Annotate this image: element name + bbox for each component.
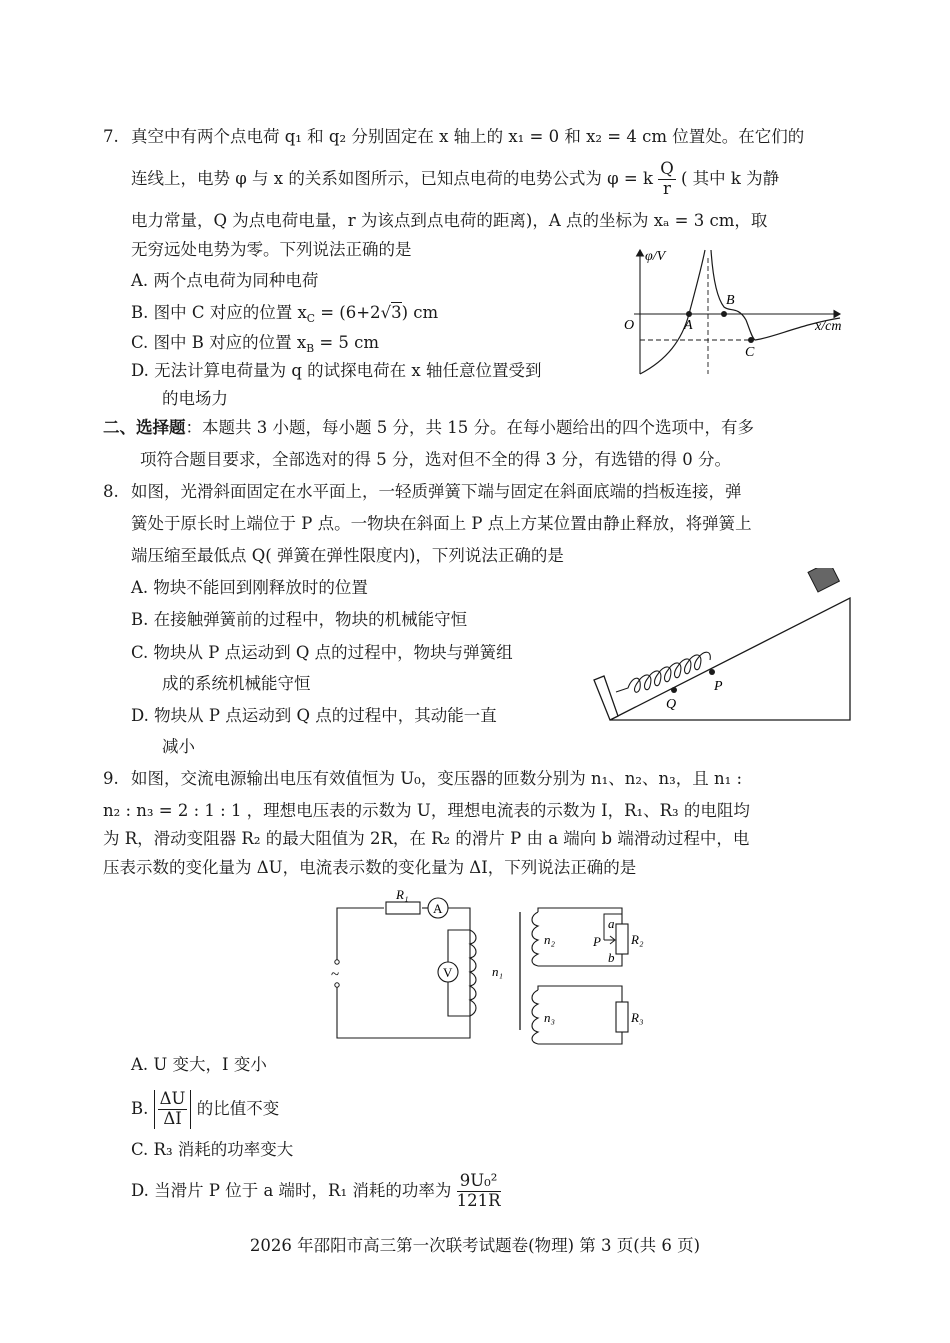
potential-formula-denominator: r — [663, 178, 671, 198]
ammeter-label: A — [433, 901, 443, 916]
delta-u: ΔU — [159, 1089, 186, 1108]
delta-i: ΔI — [163, 1108, 182, 1128]
ac-source-symbol: ~ — [331, 967, 340, 983]
q8-option-d-line1: D. 物块从 P 点运动到 Q 点的过程中，其动能一直 — [131, 706, 497, 725]
q7-option-c — [131, 333, 379, 354]
n2-label: n₂ — [544, 932, 556, 947]
point-q-dot — [671, 687, 677, 693]
abs-value-fraction — [154, 1090, 192, 1129]
q9-line1: 如图，交流电源输出电压有效值恒为 U₀，变压器的匝数分别为 n₁、n₂、n₃，且 n₁ : — [131, 769, 743, 788]
source-terminal-top — [335, 960, 339, 964]
q9-line3: 为 R，滑动变阻器 R₂ 的最大阻值为 2R，在 R₂ 的滑片 P 由 a 端向 b 端滑动过程中，电 — [103, 829, 750, 848]
q8-line1: 如图，光滑斜面固定在水平面上，一轻质弹簧下端与固定在斜面底端的挡板连接，弹 — [131, 482, 742, 501]
q8-line3: 端压缩至最低点 Q( 弹簧在弹性限度内)，下列说法正确的是 — [131, 546, 564, 565]
stop-plate — [594, 676, 618, 720]
primary-coil — [470, 930, 476, 1016]
potential-curve-left — [640, 250, 705, 374]
incline-wedge — [610, 598, 850, 720]
section2-intro: ：本题共 3 小题，每小题 5 分，共 15 分。在每小题给出的四个选项中，有多 — [185, 418, 754, 437]
r2-rheostat — [616, 924, 628, 954]
q7-option-b-b: = (6+2 — [314, 303, 381, 322]
q7-option-d-line1: D. 无法计算电荷量为 q 的试探电荷在 x 轴任意位置受到 — [131, 361, 542, 380]
q7-line2-b: ( 其中 k 为静 — [680, 168, 780, 188]
q7-option-b-c: ) cm — [401, 303, 439, 322]
q7-line2-a: 连线上，电势 φ 与 x 的关系如图所示，已知点电荷的电势公式为 φ = k — [131, 168, 653, 188]
potential-graph — [612, 240, 862, 380]
r3-label: R₃ — [631, 1010, 644, 1025]
q9-line4: 压表示数的变化量为 ΔU，电流表示数的变化量为 ΔI，下列说法正确的是 — [103, 858, 637, 877]
point-a-label: A — [684, 318, 693, 333]
slider-p-label: P — [593, 934, 601, 949]
r1-resistor — [386, 902, 420, 914]
page-footer: 2026 年邵阳市高三第一次联考试题卷(物理) 第 3 页(共 6 页) — [249, 1236, 701, 1255]
point-p-label: P — [714, 679, 723, 694]
r2-label: R₂ — [631, 932, 644, 947]
section2-title: 二、选择题 — [103, 418, 186, 437]
q9-line2: n₂ : n₃ = 2 : 1 : 1 ，理想电压表的示数为 U，理想电流表的示数为 I，R₁、R₃ 的电阻均 — [103, 801, 750, 820]
q7-option-a: A. 两个点电荷为同种电荷 — [131, 271, 319, 290]
point-b-dot — [721, 311, 727, 317]
q8-number: 8. — [103, 482, 119, 501]
secondary-coil-n2 — [532, 912, 538, 966]
q9-option-a: A. U 变大，I 变小 — [131, 1055, 267, 1074]
q9-option-b-label: B. — [131, 1098, 149, 1118]
secondary-coil-n3 — [532, 990, 538, 1044]
transformer-circuit — [320, 890, 660, 1050]
section2-line1 — [103, 418, 754, 439]
q8-option-c-line2: 成的系统机械能守恒 — [162, 674, 311, 693]
r1-label: R₁ — [396, 890, 409, 902]
origin-label: O — [624, 318, 635, 333]
y-axis-label: φ/V — [645, 249, 666, 264]
q8-option-c-line1: C. 物块从 P 点运动到 Q 点的过程中，物块与弹簧组 — [131, 643, 513, 662]
point-q-label: Q — [666, 697, 677, 712]
block — [808, 568, 839, 592]
q9-option-b — [131, 1090, 279, 1129]
potential-formula-fraction — [658, 160, 676, 199]
q7-option-c-b: = 5 cm — [314, 333, 380, 352]
power-fraction — [457, 1172, 501, 1211]
point-p-dot — [709, 669, 715, 675]
q7-line1: 真空中有两个点电荷 q₁ 和 q₂ 分别固定在 x 轴上的 x₁ = 0 和 x₂ = 4 cm 位置处。在它们的 — [131, 127, 805, 146]
q7-option-b-sub: C — [306, 311, 315, 325]
q8-option-d-line2: 减小 — [162, 737, 195, 756]
x-axis-label: x/cm — [815, 319, 842, 334]
q9-option-d — [131, 1172, 501, 1211]
section2-line2: 项符合题目要求，全部选对的得 5 分，选对但不全的得 3 分，有选错的得 0 分。 — [140, 450, 731, 469]
spring-coil — [616, 652, 710, 692]
q9-option-c: C. R₃ 消耗的功率变大 — [131, 1140, 294, 1159]
end-b-label: b — [608, 950, 615, 965]
point-c-label: C — [745, 345, 755, 360]
q9-option-b-text: 的比值不变 — [196, 1098, 280, 1118]
q8-option-a: A. 物块不能回到刚释放时的位置 — [131, 578, 368, 597]
q8-line2: 簧处于原长时上端位于 P 点。一物块在斜面上 P 点上方某位置由静止释放，将弹簧上 — [131, 514, 752, 533]
q7-line4: 无穷远处电势为零。下列说法正确的是 — [131, 240, 412, 259]
point-a-dot — [686, 311, 692, 317]
q7-option-b — [131, 303, 438, 324]
voltmeter-label: V — [443, 965, 453, 980]
q8-option-b: B. 在接触弹簧前的过程中，物块的机械能守恒 — [131, 610, 468, 629]
q7-option-d-line2: 的电场力 — [162, 389, 228, 408]
q9-number: 9. — [103, 769, 119, 788]
sqrt-radicand: 3 — [391, 303, 402, 322]
q7-option-b-a: B. 图中 C 对应的位置 x — [131, 303, 307, 322]
n3-label: n₃ — [544, 1010, 556, 1025]
n1-label: n₁ — [492, 964, 504, 979]
q7-option-c-a: C. 图中 B 对应的位置 x — [131, 333, 307, 352]
q7-option-c-sub: B — [306, 341, 315, 355]
power-numerator: 9U₀² — [457, 1172, 501, 1192]
sqrt-symbol: √ — [380, 303, 392, 322]
q7-line3: 电力常量，Q 为点电荷电量，r 为该点到点电荷的距离)，A 点的坐标为 xₐ = 3 cm，取 — [131, 211, 768, 230]
end-a-label: a — [608, 916, 615, 931]
slider-arrow — [604, 936, 615, 944]
power-denominator: 121R — [456, 1190, 501, 1210]
delta-fraction — [158, 1090, 188, 1129]
r3-resistor — [616, 1002, 628, 1032]
point-c-dot — [748, 337, 754, 343]
q9-option-d-text: D. 当滑片 P 位于 a 端时，R₁ 消耗的功率为 — [131, 1180, 452, 1200]
incline-figure — [588, 568, 858, 728]
point-b-label: B — [726, 293, 735, 308]
source-terminal-bottom — [335, 983, 339, 987]
q7-number: 7. — [103, 127, 119, 146]
potential-formula-numerator: Q — [660, 159, 674, 178]
q7-line2 — [131, 160, 779, 199]
